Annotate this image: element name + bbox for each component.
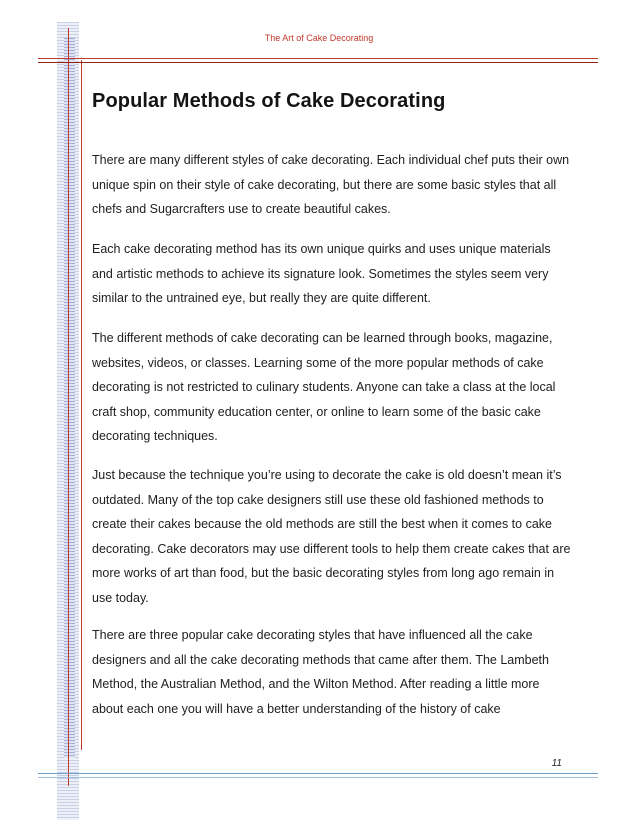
paragraph: The different methods of cake decorating can be learned through books, magazine, websites, videos, or classes. Learning some of the more popular methods of cake decorating is not restricted to culinary students. Anyone can take a class at the local craft shop, community education center, or online to learn some of the basic cake decorating techniques. bbox=[92, 331, 556, 443]
footer-rule-secondary bbox=[38, 777, 598, 778]
margin-red-line-inner bbox=[81, 60, 82, 750]
paragraph: There are three popular cake decorating styles that have influenced all the cake designers and all the cake decorating methods that came after them. The Lambeth Method, the Australian Method, and the Wilton Method. After reading a little more about each one you will have a better understanding of the history of cake bbox=[92, 628, 549, 716]
left-margin-band-inner bbox=[64, 38, 75, 758]
running-header: The Art of Cake Decorating bbox=[264, 33, 374, 43]
paragraph: Each cake decorating method has its own unique quirks and uses unique materials and artistic methods to achieve its signature look. Sometimes the styles seem very similar to the untrained eye, but really they are quite different. bbox=[92, 242, 551, 305]
header-rule-secondary bbox=[38, 62, 598, 63]
paragraph: Just because the technique you’re using to decorate the cake is old doesn’t mean it’s outdated. Many of the top cake designers still use these old fashioned methods to create their cakes because the old methods are still the best when it comes to cake decorating. Cake decorators may use different tools to help them create cakes that are more works of art than food, but the basic decorating styles from long ago remain in use today. bbox=[92, 468, 571, 605]
footer-rule bbox=[38, 773, 598, 774]
page-number: 11 bbox=[551, 758, 562, 769]
page-title: Popular Methods of Cake Decorating bbox=[92, 90, 446, 112]
paragraph: There are many different styles of cake decorating. Each individual chef puts their own unique spin on their style of cake decorating, but there are some basic styles that all chefs and Sugarcrafters use to create beautiful cakes. bbox=[92, 153, 570, 216]
header-rule bbox=[38, 58, 598, 59]
margin-red-line bbox=[68, 28, 69, 786]
